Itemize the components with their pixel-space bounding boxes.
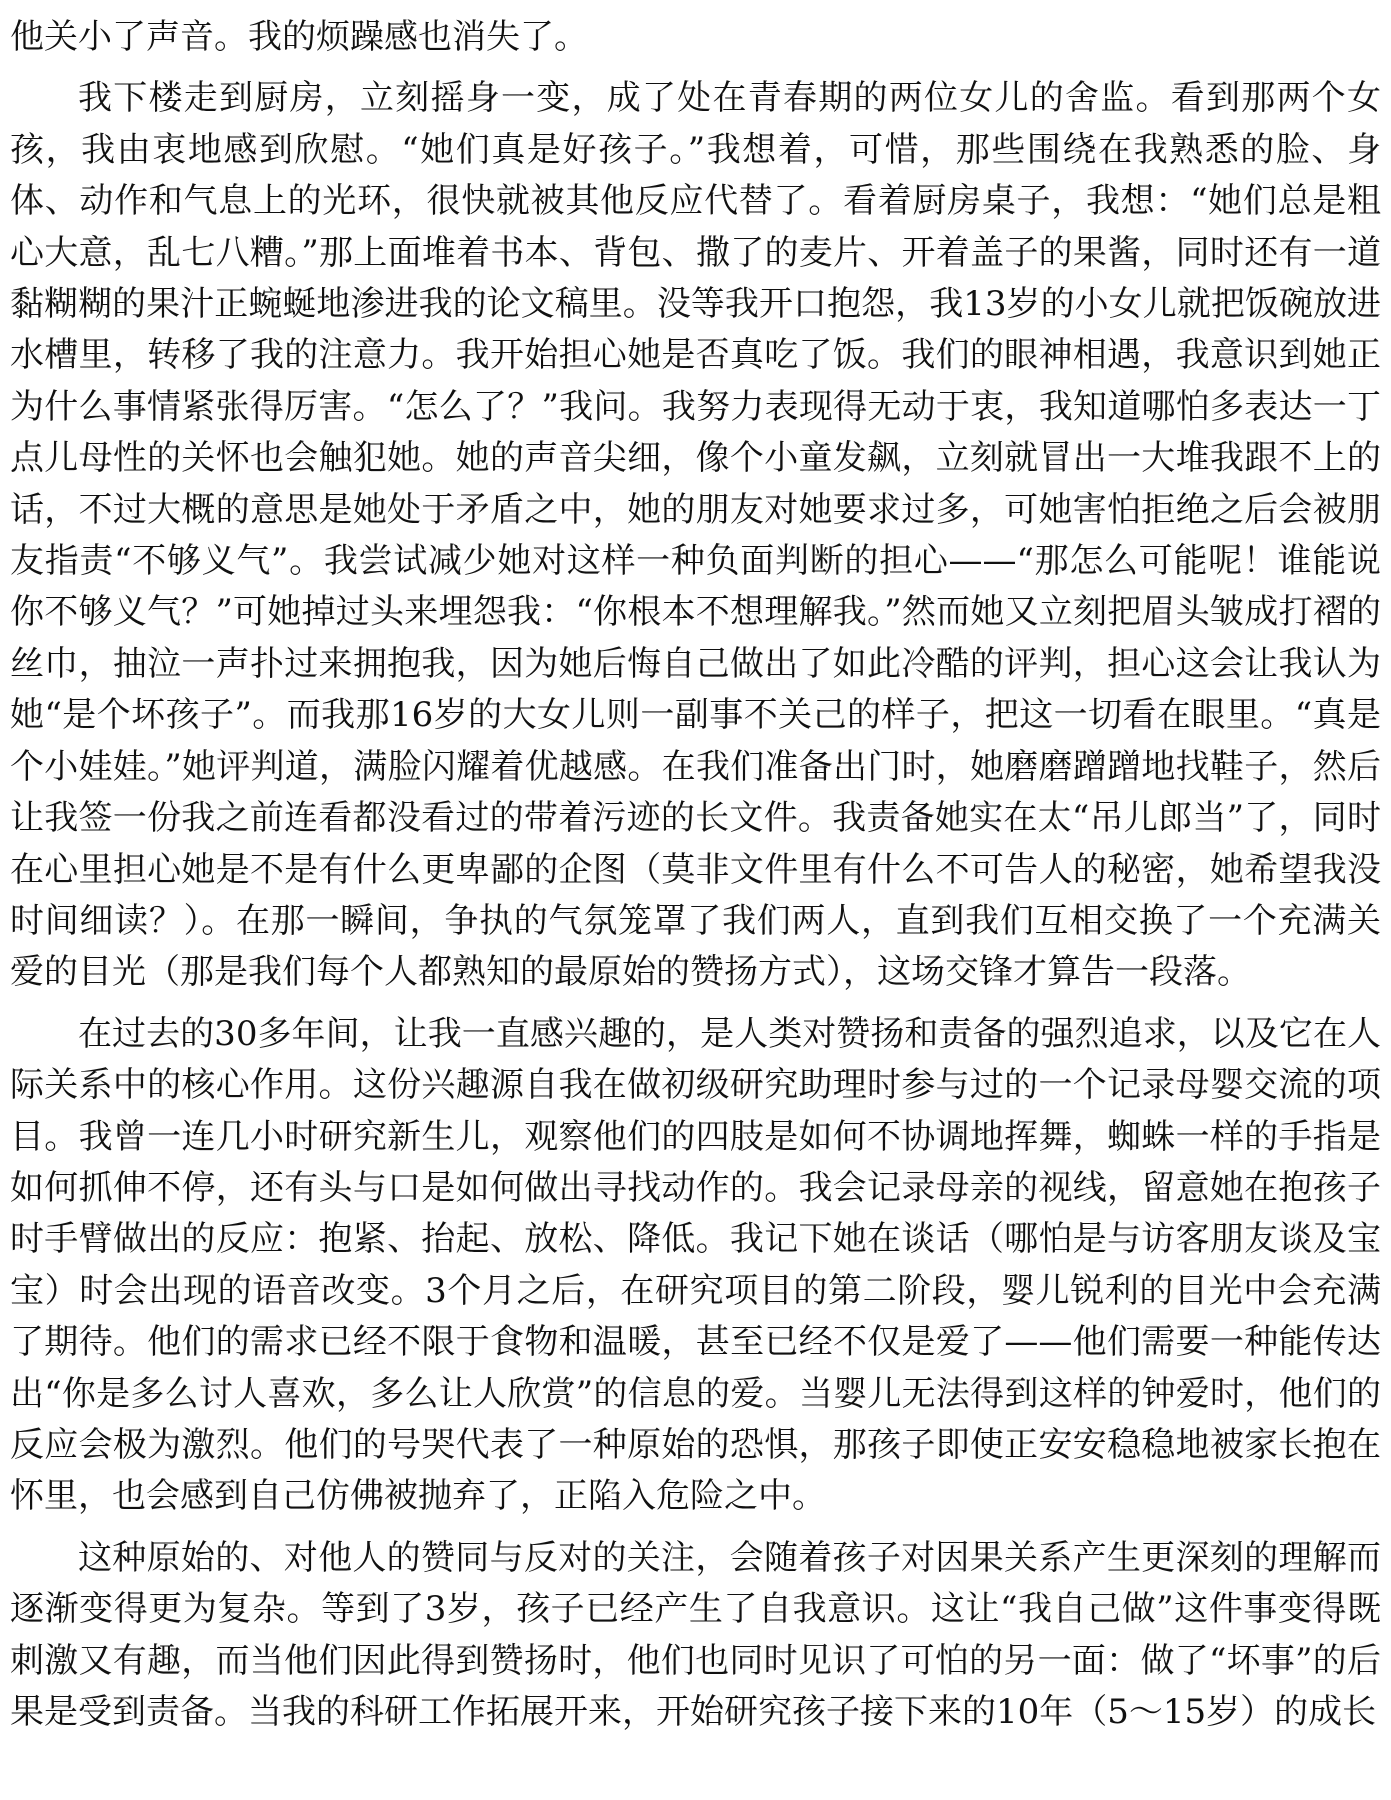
paragraph-2: 我下楼走到厨房，立刻摇身一变，成了处在青春期的两位女儿的舍监。看到那两个女孩，我由衷地感到欣慰。“她们真是好孩子。”我想着，可惜，那些围绕在我熟悉的脸、身体、动作和气息上的光环，很快就被其他反应代替了。看着厨房桌子，我想：“她们总是粗心大意，乱七八糟。”那上面堆着书本、背包、撒了的麦片、开着盖子的果酱，同时还有一道黏糊糊的果汁正蜿蜒地渗进我的论文稿里。没等我开口抱怨，我13岁的小女儿就把饭碗放进水槽里，转移了我的注意力。我开始担心她是否真吃了饭。我们的眼神相遇，我意识到她正为什么事情紧张得厉害。“怎么了？”我问。我努力表现得无动于衷，我知道哪怕多表达一丁点儿母性的关怀也会触犯她。她的声音尖细，像个小童发飙，立刻就冒出一大堆我跟不上的话，不过大概的意思是她处于矛盾之中，她的朋友对她要求过多，可她害怕拒绝之后会被朋友指责“不够义气”。我尝试减少她对这样一种负面判断的担心——“那怎么可能呢！谁能说你不够义气？”可她掉过头来埋怨我：“你根本不想理解我。”然而她又立刻把眉头皱成打褶的丝巾，抽泣一声扑过来拥抱我，因为她后悔自己做出了如此冷酷的评判，担心这会让我认为她“是个坏孩子”。而我那16岁的大女儿则一副事不关己的样子，把这一切看在眼里。“真是个小娃娃。”她评判道，满脸闪耀着优越感。在我们准备出门时，她磨磨蹭蹭地找鞋子，然后让我签一份我之前连看都没看过的带着污迹的长文件。我责备她实在太“吊儿郎当”了，同时在心里担心她是不是有什么更卑鄙的企图（莫非文件里有什么不可告人的秘密，她希望我没时间细读？）。在那一瞬间，争执的气氛笼罩了我们两人，直到我们互相交换了一个充满关爱的目光（那是我们每个人都熟知的最原始的赞扬方式），这场交锋才算告一段落。 [10,78,1381,993]
document-page [10,12,1381,1748]
paragraph-4: 这种原始的、对他人的赞同与反对的关注，会随着孩子对因果关系产生更深刻的理解而逐渐变得更为复杂。等到了3岁，孩子已经产生了自我意识。这让“我自己做”这件事变得既刺激又有趣，而当他们因此得到赞扬时，他们也同时见识了可怕的另一面：做了“坏事”的后果是受到责备。当我的科研工作拓展开来，开始研究孩子接下来的10年（5～15岁）的成长 [10,1537,1381,1732]
paragraph-1: 他关小了声音。我的烦躁感也消失了。 [10,17,588,57]
paragraph-3: 在过去的30多年间，让我一直感兴趣的，是人类对赞扬和责备的强烈追求，以及它在人际关系中的核心作用。这份兴趣源自我在做初级研究助理时参与过的一个记录母婴交流的项目。我曾一连几小时研究新生儿，观察他们的四肢是如何不协调地挥舞，蜘蛛一样的手指是如何抓伸不停，还有头与口是如何做出寻找动作的。我会记录母亲的视线，留意她在抱孩子时手臂做出的反应：抱紧、抬起、放松、降低。我记下她在谈话（哪怕是与访客朋友谈及宝宝）时会出现的语音改变。3个月之后，在研究项目的第二阶段，婴儿锐利的目光中会充满了期待。他们的需求已经不限于食物和温暖，甚至已经不仅是爱了——他们需要一种能传达出“你是多么讨人喜欢，多么让人欣赏”的信息的爱。当婴儿无法得到这样的钟爱时，他们的反应会极为激烈。他们的号哭代表了一种原始的恐惧，那孩子即使正安安稳稳地被家长抱在怀里，也会感到自己仿佛被抛弃了，正陷入危险之中。 [10,1013,1381,1517]
